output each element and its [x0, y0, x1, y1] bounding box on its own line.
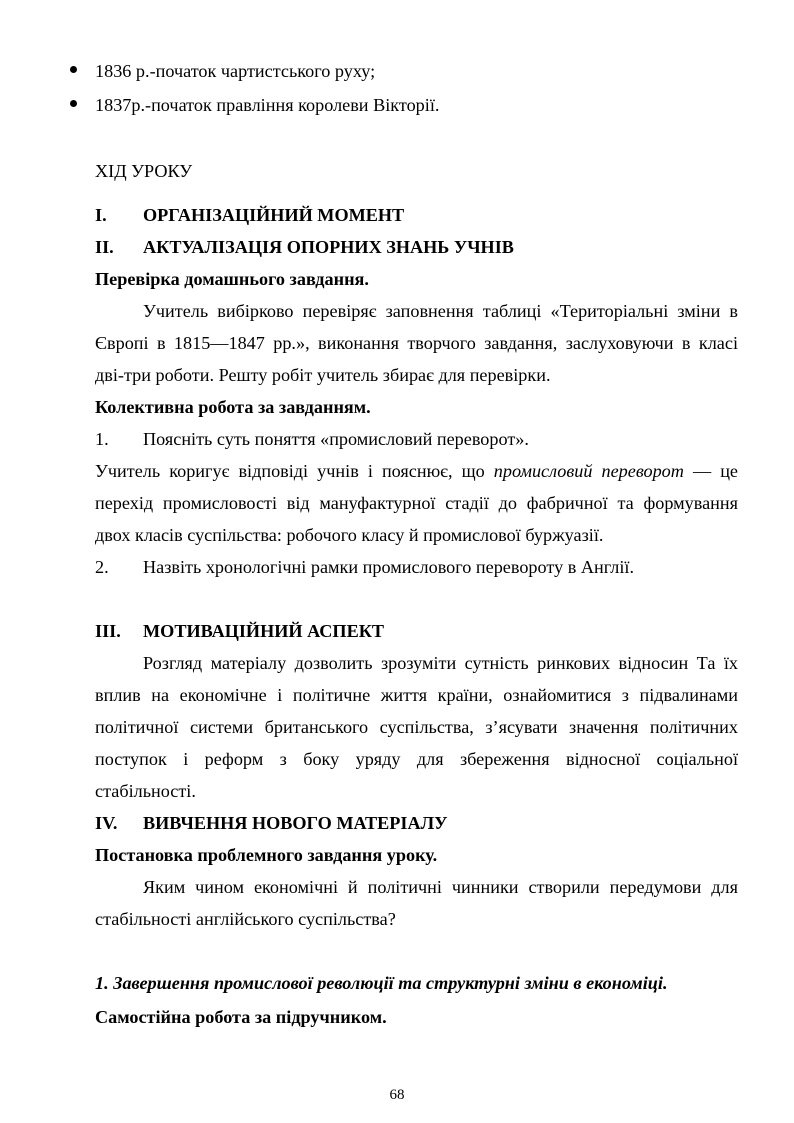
paragraph-line: двох класів суспільства: робочого класу й промислової буржуазії. — [95, 525, 604, 545]
paragraph-line: вплив на економічне і політичне життя країни, ознайомитися з підвалинами — [95, 685, 738, 705]
question-text: Поясніть суть поняття «промисловий переворот». — [143, 429, 529, 449]
question-number: 2. — [95, 557, 109, 577]
paragraph-line: стабільності англійського суспільства? — [95, 909, 396, 929]
bullet-icon — [70, 100, 77, 107]
section-title: ВИВЧЕННЯ НОВОГО МАТЕРІАЛУ — [143, 813, 448, 833]
paragraph-line: перехід промисловості від мануфактурної стадії до фабричної та формування — [95, 493, 738, 513]
section-number: IV. — [95, 813, 118, 833]
text-span: Учитель коригує відповіді учнів і пояснює, що — [95, 461, 494, 481]
paragraph-line: Розгляд матеріалу дозволить зрозуміти сутність ринкових відносин Та їх — [143, 653, 738, 673]
page-number: 68 — [389, 1087, 405, 1103]
term-emphasis: промисловий переворот — [493, 461, 684, 481]
section-title: ОРГАНІЗАЦІЙНИЙ МОМЕНТ — [143, 205, 405, 225]
text-span: — це — [683, 461, 739, 481]
paragraph-line: політичної системи британського суспільства, з’ясувати значення політичних — [95, 717, 738, 737]
section-number: II. — [95, 237, 114, 257]
paragraph-line: стабільності. — [95, 781, 196, 801]
question-text: Назвіть хронологічні рамки промислового перевороту в Англії. — [143, 557, 634, 577]
bullet-item: 1836 р.-початок чартистського руху; — [95, 61, 376, 81]
section-number: III. — [95, 621, 121, 641]
paragraph-line: Учитель вибірково перевіряє заповнення таблиці «Територіальні зміни в — [143, 301, 738, 321]
section-title: МОТИВАЦІЙНИЙ АСПЕКТ — [143, 621, 385, 641]
lesson-heading: ХІД УРОКУ — [95, 161, 193, 181]
paragraph-line: Європі в 1815—1847 рр.», виконання творчого завдання, заслуховуючи в класі — [95, 333, 738, 353]
homework-heading: Перевірка домашнього завдання. — [95, 269, 369, 289]
selfwork-heading: Самостійна робота за підручником. — [95, 1007, 387, 1027]
problem-heading: Постановка проблемного завдання уроку. — [95, 845, 438, 865]
section-number: I. — [95, 205, 107, 225]
bullet-item: 1837р.-початок правління королеви Вікторії. — [95, 95, 440, 115]
collective-heading: Колективна робота за завданням. — [95, 397, 371, 417]
bullet-icon — [70, 66, 77, 73]
paragraph-line: Яким чином економічні й політичні чинники створили передумови для — [143, 877, 738, 897]
subtopic-heading: 1. Завершення промислової революції та структурні зміни в економіці. — [95, 973, 668, 993]
paragraph-line: поступок і реформ з боку уряду для збереження відносної соціальної — [95, 749, 738, 769]
paragraph-line: дві-три роботи. Решту робіт учитель збирає для перевірки. — [95, 365, 551, 385]
paragraph-line — [95, 459, 738, 483]
section-title: АКТУАЛІЗАЦІЯ ОПОРНИХ ЗНАНЬ УЧНІВ — [143, 237, 514, 257]
question-number: 1. — [95, 429, 109, 449]
